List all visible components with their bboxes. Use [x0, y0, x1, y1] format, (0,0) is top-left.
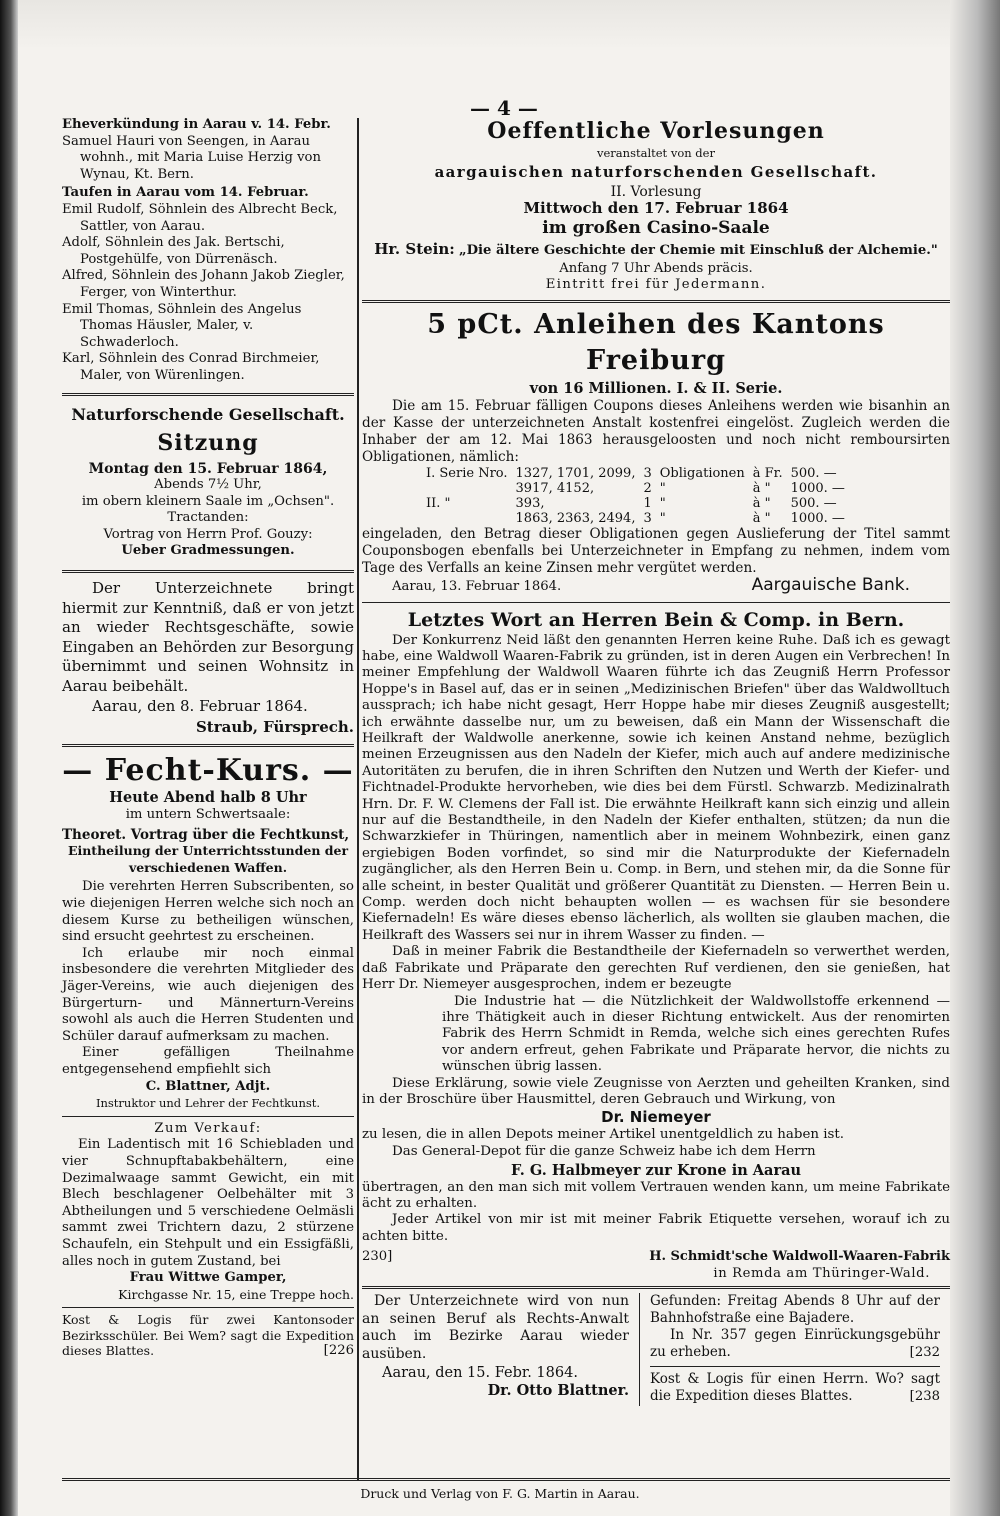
fencing-course-ad	[62, 753, 354, 1112]
loan-ad	[362, 307, 950, 596]
baptism-notice	[62, 185, 354, 384]
lecture-start: Anfang 7 Uhr Abends präcis.	[559, 260, 753, 276]
divider	[362, 602, 950, 603]
divider	[362, 1286, 950, 1289]
lecture-sub: veranstaltet von der	[597, 146, 715, 160]
marriage-notice	[62, 117, 354, 183]
fencing-sign: C. Blattner, Adjt.	[145, 1078, 271, 1094]
lecture-speaker: Hr. Stein:	[374, 239, 455, 258]
divider	[62, 393, 354, 396]
loan-row	[422, 481, 849, 496]
letter-quote: Die Industrie hat — die Nützlichkeit der Waldwollstoffe erkennend — ihre Thätigkeit auch in dieser Richtung entwickelt. Aus der renomirten Fabrik des Herrn Schmidt in Remda, welche sich eines gerechten Rufes vor andern erfreut, gehen Fabrikate und Präparate hervor, die nichts zu wünschen übrig lassen.	[442, 993, 950, 1075]
loan-sub: von 16 Millionen. I. & II. Serie.	[529, 379, 783, 397]
society-date: Montag den 15. Februar 1864,	[88, 460, 328, 477]
letter-para7: Jeder Artikel von mir ist mit meiner Fabrik Etiquette versehen, worauf ich zu achten bitte.	[362, 1212, 950, 1244]
loan-cell: 500. —	[790, 465, 837, 481]
baptism-entry: Karl, Söhnlein des Conrad Birchmeier, Maler, von Würenlingen.	[62, 351, 320, 383]
loan-cell: 3	[643, 510, 652, 526]
sale-name: Frau Wittwe Gamper,	[129, 1270, 287, 1286]
board-text: Kost & Logis für zwei Kantonsoder Bezirksschüler. Bei Wem? sagt die Expedition dieses Blattes.	[62, 1312, 354, 1359]
divider	[362, 300, 950, 303]
society-title: Naturforschende Gesellschaft.	[71, 404, 345, 424]
lecture-topic: „Die ältere Geschichte der Chemie mit Einschluß der Alchemie."	[459, 242, 938, 258]
society-talk: Vortrag von Herrn Prof. Gouzy:	[103, 526, 313, 542]
imprint: Druck und Verlag von F. G. Martin in Aarau.	[360, 1486, 640, 1501]
loan-sign-row	[362, 574, 950, 596]
loan-cell: 3	[643, 465, 652, 481]
divider	[62, 1116, 354, 1117]
fencing-title: — Fecht-Kurs. —	[62, 753, 354, 789]
page-number: — 4 —	[470, 96, 538, 120]
found-para2: In Nr. 357 gegen Einrückungsgebühr zu erheben.	[650, 1327, 940, 1361]
loan-cell: II. "	[426, 495, 451, 511]
loan-cell: 393,	[515, 495, 545, 511]
scan-right-edge	[950, 0, 1000, 1516]
loan-cell: 2	[643, 480, 652, 496]
fencing-line1: Theoret. Vortrag über die Fechtkunst,	[62, 826, 350, 843]
loan-cell: "	[659, 510, 666, 526]
lecture-speaker-line	[362, 239, 950, 261]
lecture-entry: Eintritt frei für Jedermann.	[545, 277, 767, 293]
sale-title: Zum Verkauf:	[154, 1120, 262, 1136]
scan-top-edge	[0, 0, 1000, 50]
fencing-where: im untern Schwertsaale:	[125, 807, 291, 823]
right-column	[362, 117, 950, 1406]
society-sitzung: Sitzung	[157, 429, 259, 456]
baptism-entry: Adolf, Söhnlein des Jak. Bertschi, Postgehülfe, von Dürrenäsch.	[62, 235, 285, 267]
loan-cell: 1863, 2363, 2494,	[515, 510, 636, 526]
lecture-title: Oeffentliche Vorlesungen	[487, 118, 825, 144]
lecture-place: im großen Casino-Saale	[542, 217, 770, 238]
footer-rule	[62, 1478, 950, 1481]
loan-cell: 500. —	[790, 495, 837, 511]
society-tractanden: Tractanden:	[167, 510, 249, 526]
loan-bank: Aargauische Bank.	[751, 574, 910, 595]
loan-cell: à "	[752, 480, 771, 496]
marriage-heading: Eheverkündung in Aarau v. 14. Febr.	[62, 117, 331, 132]
letter-title: Letztes Wort an Herren Bein & Comp. in Bern.	[407, 608, 905, 631]
society-meeting-ad	[62, 404, 354, 561]
baptism-entry: Emil Rudolf, Söhnlein des Albrecht Beck, Sattler, von Aarau.	[62, 201, 338, 234]
found-number2: [238	[909, 1388, 940, 1404]
found-text: Gefunden: Freitag Abends 8 Uhr auf der Bahnhofstraße eine Bajadere.	[650, 1293, 940, 1327]
divider	[650, 1366, 940, 1367]
lawyer-blattner-ad	[362, 1293, 640, 1405]
baptism-entry: Emil Thomas, Söhnlein des Angelus Thomas Häusler, Maler, v. Schwaderloch.	[62, 301, 302, 350]
society-topic: Ueber Gradmessungen.	[121, 543, 295, 559]
fencing-when: Heute Abend halb 8 Uhr	[109, 789, 307, 807]
loan-cell: 3917, 4152,	[515, 480, 595, 496]
loan-cell: "	[659, 480, 666, 496]
sale-ad	[62, 1121, 354, 1304]
fencing-para3: Einer gefälligen Theilnahme entgegensehend empfiehlt sich	[62, 1045, 354, 1077]
loan-para1: Die am 15. Februar fälligen Coupons dieses Anleihens werden wie bisanhin an der Kasse der unterzeichneten Anstalt kostenfrei eingelöst. Zugleich werden die Inhaber der am 12. Mai 1863 herausgeloosten und noch nicht remboursirten Obligationen, nämlich:	[362, 397, 950, 465]
letter-doctor: Dr. Niemeyer	[601, 1108, 711, 1127]
found-number: [232	[909, 1345, 940, 1361]
letter-number: 230]	[362, 1249, 393, 1265]
loan-table	[422, 466, 849, 526]
bottom-ads-row	[362, 1293, 950, 1405]
loan-row	[422, 511, 849, 526]
fencing-line2: Eintheilung der Unterrichtsstunden der verschiedenen Waffen.	[67, 843, 349, 875]
blattner-text: Der Unterzeichnete wird von nun an seinen Beruf als Rechts-Anwalt auch im Bezirke Aarau wieder ausüben.	[362, 1293, 629, 1362]
blattner-sign: Dr. Otto Blattner.	[487, 1382, 629, 1400]
loan-cell: Obligationen	[659, 465, 745, 481]
fencing-para1: Die verehrten Herren Subscribenten, so wie diejenigen Herren welche sich noch an diesem Kurse zu betheiligen wünschen, sind ersucht geehrtest zu erscheinen.	[62, 879, 354, 945]
loan-row	[422, 466, 849, 481]
loan-cell	[422, 481, 512, 496]
loan-title: 5 pCt. Anleihen des Kantons Freiburg	[427, 308, 885, 376]
fencing-sign-role: Instruktor und Lehrer der Fechtkunst.	[95, 1096, 321, 1111]
blattner-date: Aarau, den 15. Febr. 1864.	[382, 1365, 578, 1382]
lecture-date: Mittwoch den 17. Februar 1864	[523, 199, 789, 218]
loan-row	[422, 496, 849, 511]
found-ad	[640, 1293, 940, 1405]
letter-para1: Der Konkurrenz Neid läßt den genannten Herren keine Ruhe. Daß ich es gewagt habe, eine Waldwoll Waaren-Fabrik zu gründen, ist in deren Augen ein Verbrechen! In meiner Empfehlung der Waldwoll Waaren führte ich das Zeugniß Herrn Professor Hoppe's in Basel auf, das er in seinen „Medizinischen Briefen" über das Waldwolltuch aussprach; ich habe nicht gesagt, Herr Hoppe habe mir dieses Zeugniß ausgestellt; ich erwähnte dasselbe nur, um zu beweisen, daß ein Mann der Wissenschaft die Heilkraft der Waldwolle anerkenne, sowie ich keinen Anstand nehme, bezüglich meinen Erzeugnissen aus den Nadeln der Kiefer, mich auch auf andere medizinische Autoritäten zu berufen, die in ihren Schriften den Nutzen und Werth der Kiefer- und Fichtnadel-Produkte hervorheben, wie dies bei dem Fürstl. Schwarzb. Medizinalrath Hrn. Dr. F. W. Clemens der Fall ist. Die erwähnte Heilkraft kann sich einzig und allein nur auf die Bestandtheile, in den Nadeln der Kiefer enthalten, stützen; da nun die Schwarzkiefer in Thüringen, namentlich aber in meinem Wohnbezirk, einen ganz ergiebigen Boden vorfindet, so sind mir die Naturprodukte der Kiefernadeln zugänglicher, als den Herren Bein u. Comp. in Bern, und stehen mir, da die Sonne für alle scheint, in bester Qualität und größerer Quantität zu Diensten. — Herren Bein u. Comp. werden doch nicht behaupten wollen — es wachsen für sie besondere Kiefernadeln! Es wäre dieses ebenso lächerlich, als wollten sie glauben machen, die Heilkraft des Wassers sei nur in ihrem Wasser zu finden. —	[362, 632, 950, 943]
divider	[62, 1307, 354, 1308]
loan-cell: "	[659, 495, 666, 511]
letter-para3: Diese Erklärung, sowie viele Zeugnisse von Aerzten und geheilten Kranken, sind in der Broschüre über Hausmittel, deren Gebrauch und Wirkung, von	[362, 1075, 950, 1107]
board-number: [226	[323, 1342, 354, 1358]
loan-cell: 1000. —	[790, 510, 845, 526]
letter-para2: Daß in meiner Fabrik die Bestandtheile der Kiefernadeln so verwerthet werden, daß Fabrikate und Präparate den gerechten Ruf verdienen, den sie genießen, hat Herr Dr. Niemeyer ausgesprochen, indem er bezeugte	[362, 944, 950, 993]
found-board: Kost & Logis für einen Herrn. Wo? sagt die Expedition dieses Blattes.	[650, 1370, 940, 1404]
letter-para5: Das General-Depot für die ganze Schweiz habe ich dem Herrn	[392, 1143, 816, 1159]
lawyer-straub-notice	[62, 579, 354, 738]
loan-cell: à "	[752, 510, 771, 526]
loan-para2: eingeladen, den Betrag dieser Obligationen gegen Auslieferung der Titel sammt Couponsbogen ebenfalls bei Unterzeichneter in Empfang zu nehmen, indem vom Tage des Verfalls an keine Zinsen mehr vergütet werden.	[362, 525, 950, 576]
divider	[62, 570, 354, 573]
straub-sign: Straub, Fürsprech.	[195, 718, 354, 737]
loan-cell	[422, 511, 512, 526]
marriage-text: Samuel Hauri von Seengen, in Aarau wohnh., mit Maria Luise Herzig von Wynau, Kt. Bern.	[62, 133, 321, 182]
board-ad-226	[62, 1312, 354, 1359]
straub-date: Aarau, den 8. Februar 1864.	[92, 697, 308, 716]
letter-agent: F. G. Halbmeyer zur Krone in Aarau	[510, 1161, 802, 1179]
letter-sign1: H. Schmidt'sche Waldwoll-Waaren-Fabrik	[649, 1249, 950, 1265]
letter-para6: übertragen, an den man sich mit vollem Vertrauen wenden kann, um meine Fabrikate ächt zu erhalten.	[362, 1179, 950, 1211]
loan-cell: I. Serie Nro.	[426, 465, 508, 481]
letter-para4: zu lesen, die in allen Depots meiner Artikel unentgeldlich zu haben ist.	[362, 1127, 845, 1143]
fencing-para2: Ich erlaube mir noch einmal insbesondere die verehrten Mitglieder des Jäger-Vereins, wie auch diejenigen des Bürgerturn- und Männerturn-Vereins sowohl als auch die Herren Studenten und Schüler darauf aufmerksam zu machen.	[62, 945, 354, 1044]
letter-sign-row	[362, 1249, 950, 1266]
divider	[62, 744, 354, 747]
column-divider	[357, 118, 359, 1481]
scan-left-edge	[0, 0, 18, 1516]
letter-sign2: in Remda am Thüringer-Wald.	[713, 1265, 930, 1281]
left-column	[62, 117, 354, 1359]
loan-cell: à "	[752, 495, 771, 511]
loan-cell: 1	[643, 495, 652, 511]
baptism-entry: Alfred, Söhnlein des Johann Jakob Ziegler, Ferger, von Winterthur.	[62, 268, 345, 300]
loan-cell: 1000. —	[790, 480, 845, 496]
loan-date: Aarau, 13. Februar 1864.	[392, 578, 562, 594]
loan-cell: à Fr.	[752, 465, 783, 481]
lecture-society: aargauischen naturforschenden Gesellschaft.	[434, 162, 878, 181]
baptism-heading: Taufen in Aarau vom 14. Februar.	[62, 185, 309, 201]
loan-cell: 1327, 1701, 2099,	[515, 465, 636, 481]
society-place: im obern kleinern Saale im „Ochsen".	[81, 493, 335, 509]
sale-address: Kirchgasse Nr. 15, eine Treppe hoch.	[118, 1286, 354, 1302]
lecture-number: II. Vorlesung	[610, 183, 702, 200]
straub-text: Der Unterzeichnete bringt hiermit zur Kenntniß, daß er von jetzt an wieder Rechtsgeschäfte, sowie Eingaben an Behörden zur Besorgung übernimmt und seinen Wohnsitz in Aarau beibehält.	[62, 579, 354, 695]
society-time: Abends 7½ Uhr,	[154, 477, 262, 493]
sale-text: Ein Ladentisch mit 16 Schiebladen und vier Schnupftabakbehältern, eine Dezimalwaage sammt Gewicht, ein mit Blech beschlagener Oelbehälter mit 3 Abtheilungen und 5 verschiedene Oelmäsli sammt zwei Trichtern dazu, 2 stürzene Schaufeln, ein Stehpult und ein Essigfäßli, alles noch in gutem Zustand, bei	[62, 1137, 354, 1269]
waldwoll-letter	[362, 607, 950, 1283]
lecture-ad	[362, 117, 950, 294]
